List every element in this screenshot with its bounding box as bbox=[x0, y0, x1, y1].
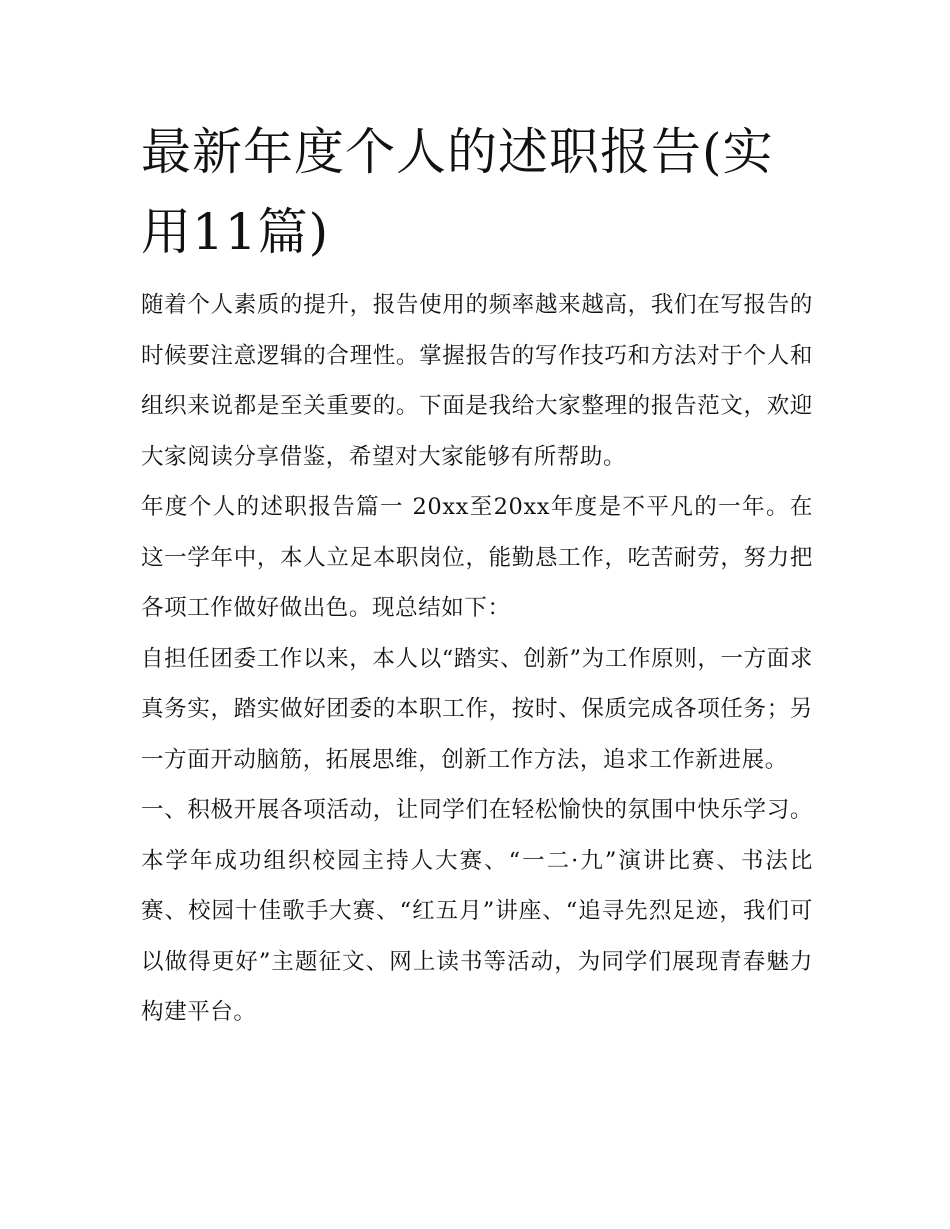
document-title: 最新年度个人的述职报告(实用11篇) bbox=[141, 123, 774, 261]
paragraph-intro: 随着个人素质的提升，报告使用的频率越来越高，我们在写报告的时候要注意逻辑的合理性。掌握报告的写作技巧和方法对于个人和组织来说都是至关重要的。下面是我给大家整理的报告范文，欢迎大家阅读分享借鉴，希望对大家能够有所帮助。 bbox=[141, 292, 813, 470]
paragraph-report-one: 年度个人的述职报告篇一 20xx至20xx年度是不平凡的一年。在这一学年中，本人立足本职岗位，能勤恳工作，吃苦耐劳，努力把各项工作做好做出色。现总结如下： bbox=[141, 494, 813, 621]
paragraph-principles: 自担任团委工作以来，本人以“踏实、创新”为工作原则，一方面求真务实，踏实做好团委的本职工作，按时、保质完成各项任务；另一方面开动脑筋，拓展思维，创新工作方法，追求工作新进展。 bbox=[141, 645, 813, 773]
paragraph-activities: 一、积极开展各项活动，让同学们在轻松愉快的氛围中快乐学习。本学年成功组织校园主持人大赛、“一二·九”演讲比赛、书法比赛、校园十佳歌手大赛、“红五月”讲座、“追寻先烈足迹，我们可以做得更好”主题征文、网上读书等活动，为同学们展现青春魅力构建平台。 bbox=[141, 797, 813, 1025]
document-body bbox=[141, 112, 813, 1038]
